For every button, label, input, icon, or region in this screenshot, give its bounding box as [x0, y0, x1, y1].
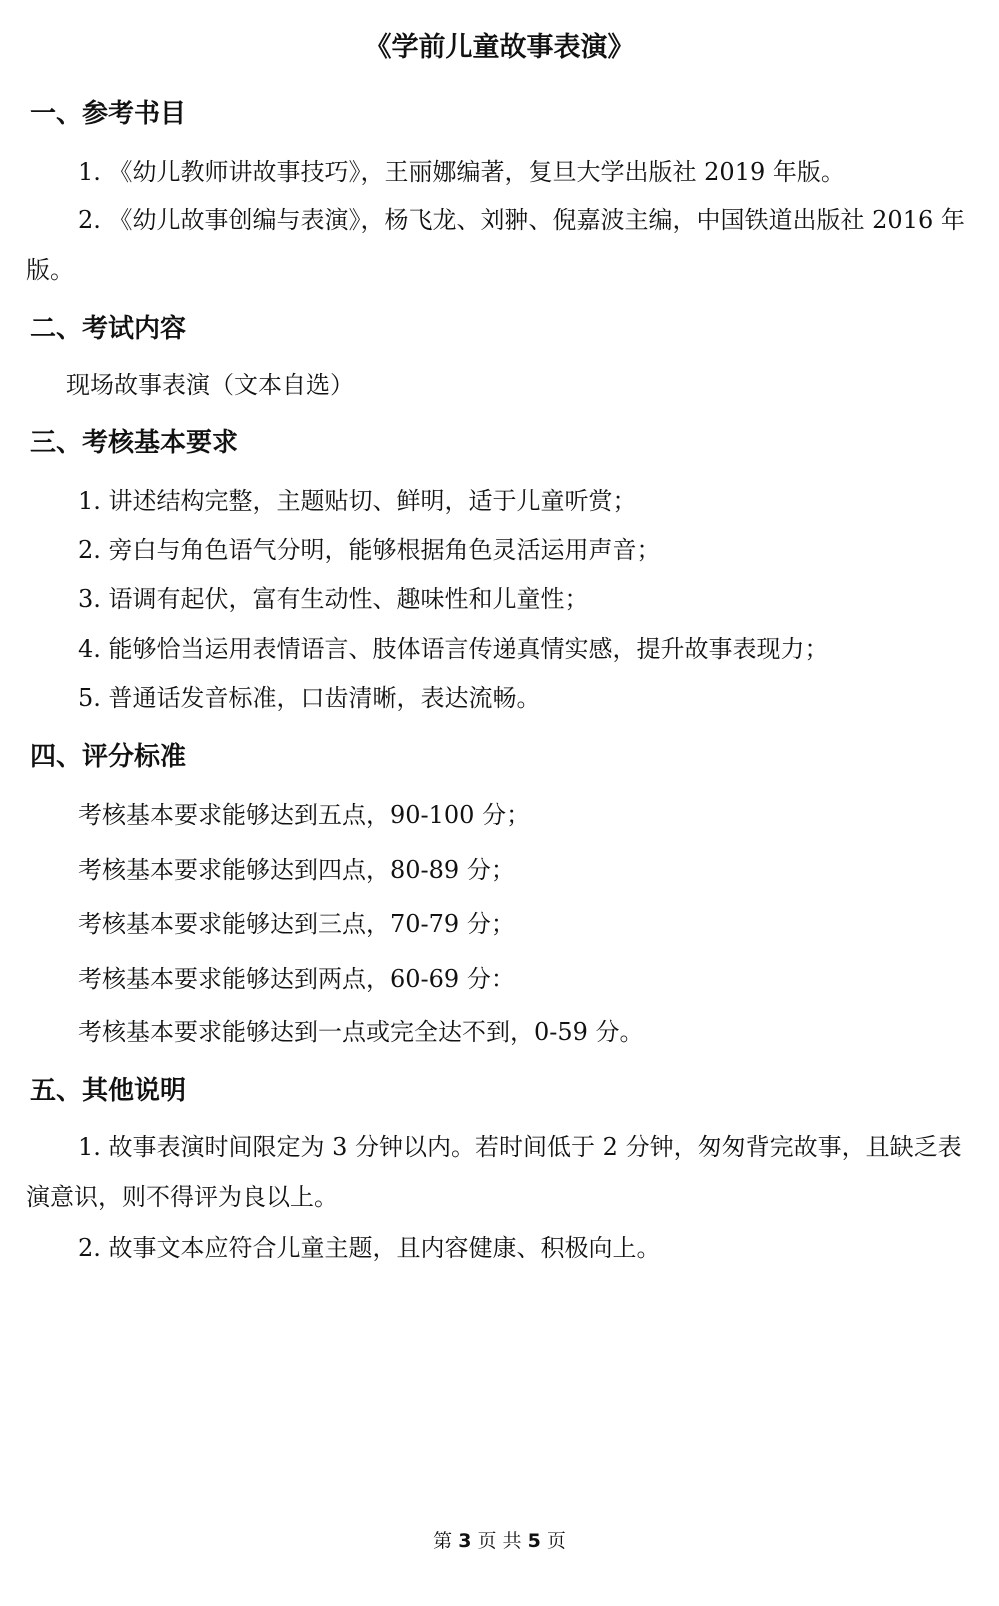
- other-note-2: 2. 故事文本应符合儿童主题，且内容健康、积极向上。: [78, 1234, 661, 1262]
- scoring-item-5: 考核基本要求能够达到一点或完全达不到，0-59 分。: [78, 1018, 644, 1046]
- reference-item-1: 1. 《幼儿教师讲故事技巧》，王丽娜编著，复旦大学出版社 2019 年版。: [78, 158, 845, 186]
- requirement-item-2: 2. 旁白与角色语气分明，能够根据角色灵活运用声音；: [78, 536, 661, 564]
- scoring-item-4: 考核基本要求能够达到两点，60-69 分：: [78, 965, 515, 993]
- section-heading-exam-content: 二、考试内容: [30, 314, 187, 344]
- scoring-item-3: 考核基本要求能够达到三点，70-79 分；: [78, 910, 515, 938]
- footer-suffix: 页: [546, 1530, 566, 1552]
- other-note-1: 1. 故事表演时间限定为 3 分钟以内。若时间低于 2 分钟，匆匆背完故事，且缺乏表演意识，则不得评为良以上。: [26, 1133, 962, 1211]
- reference-item-2: 2. 《幼儿故事创编与表演》，杨飞龙、刘翀、倪嘉波主编，中国铁道出版社 2016 年版。: [26, 206, 965, 284]
- section-heading-requirements: 三、考核基本要求: [30, 428, 239, 458]
- section-heading-other-notes: 五、其他说明: [30, 1076, 187, 1106]
- footer-current-page: 3: [458, 1530, 472, 1552]
- section-heading-scoring: 四、评分标准: [30, 742, 187, 772]
- footer-total-pages: 5: [527, 1530, 541, 1552]
- document-title: 《学前儿童故事表演》: [364, 32, 635, 63]
- page-footer: [0, 1528, 999, 1554]
- section-heading-references: 一、参考书目: [30, 99, 187, 129]
- footer-middle: 页 共: [477, 1530, 522, 1552]
- requirement-item-5: 5. 普通话发音标准，口齿清晰，表达流畅。: [78, 684, 541, 712]
- requirement-item-1: 1. 讲述结构完整，主题贴切、鲜明，适于儿童听赏；: [78, 487, 637, 515]
- requirement-item-3: 3. 语调有起伏，富有生动性、趣味性和儿童性；: [78, 585, 589, 613]
- scoring-item-1: 考核基本要求能够达到五点，90-100 分；: [78, 801, 531, 829]
- requirement-item-4: 4. 能够恰当运用表情语言、肢体语言传递真情实感，提升故事表现力；: [78, 635, 829, 663]
- footer-prefix: 第: [433, 1530, 453, 1552]
- exam-content-text: 现场故事表演（文本自选）: [66, 371, 354, 399]
- scoring-item-2: 考核基本要求能够达到四点，80-89 分；: [78, 856, 515, 884]
